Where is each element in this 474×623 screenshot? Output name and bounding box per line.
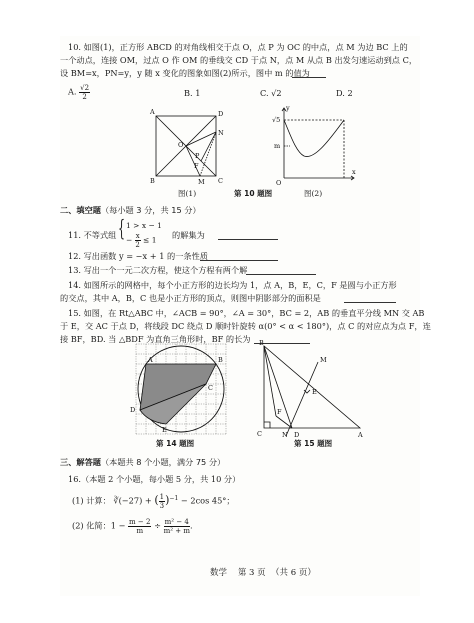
q15-text-line2: 于 E，交 AC 于点 D，将线段 DC 绕点 D 顺时针旋转 α(0° < α < 180°)，点 C 的对应点为点 F，连 <box>60 321 431 331</box>
fig14-label-a: A <box>148 356 153 364</box>
q15-caption: 第 15 题图 <box>294 439 333 448</box>
q14-answer-blank <box>344 294 396 303</box>
fig1-label-o: O <box>178 141 184 149</box>
q11-line2 <box>126 232 156 249</box>
fig2-label-m: m <box>274 142 281 150</box>
fig15-label-n: N <box>282 431 288 439</box>
fig15-label-c: C <box>257 430 262 438</box>
q16-p1-label: (1) 计算： <box>72 495 111 506</box>
q11-line2-minus: − <box>126 235 133 245</box>
q13-text: 13. 写出一个一元二次方程，使这个方程有两个解 <box>68 265 248 275</box>
fig2-label-y: y <box>286 104 290 112</box>
q16-p2-f2-den: m² + m <box>163 527 190 535</box>
fig2-label-origin: O <box>276 179 282 187</box>
q16-p1-num: 1 <box>159 493 165 502</box>
q10-figure-caption: 第 10 题图 <box>234 189 273 198</box>
section-2-note: （每小题 3 分，共 15 分） <box>100 205 201 215</box>
q16-p2-fraction2 <box>164 518 190 535</box>
q10-option-b: B. 1 <box>184 88 201 98</box>
q12-answer-blank <box>200 252 278 261</box>
footer-total-pages: （共 6 页） <box>271 568 316 578</box>
q16-p2-f1-num: m − 2 <box>129 518 151 526</box>
fig1-label-m: M <box>198 178 205 186</box>
fig1-label-d: D <box>218 110 224 118</box>
y-curve <box>284 120 344 157</box>
q16-p2-end: . <box>189 520 193 531</box>
page-footer <box>210 568 316 579</box>
q11-line2-num: x <box>135 232 140 240</box>
q16-p2-divide: ÷ <box>154 520 161 531</box>
q10-option-c: C. √2 <box>260 88 282 98</box>
q11-prefix: 11. 不等式组 <box>68 230 117 240</box>
fig1-label-b: B <box>150 177 155 185</box>
fig1-label-c: C <box>218 177 223 185</box>
q16-p1-root: ∛(−27) <box>113 495 143 506</box>
segment-om <box>186 146 200 176</box>
q15-text-line3: 接 BF，BD. 当 △BDF 为直角三角形时，BF 的长为 <box>60 334 251 344</box>
q14-figure <box>126 342 236 436</box>
q10-option-a-fraction <box>79 84 90 101</box>
q10-figure-1 <box>150 110 230 190</box>
q11-suffix: 的解集为 <box>172 230 205 240</box>
fig1-label-p: P <box>195 152 200 160</box>
q10-answer-blank <box>292 69 326 78</box>
q16-p1-rest: − 2cos 45°； <box>180 495 235 506</box>
fig15-label-m: M <box>320 356 327 364</box>
fig15-label-b: B <box>259 339 264 347</box>
q16-part2 <box>72 518 193 535</box>
segment-pn <box>201 132 216 161</box>
fig14-label-b: B <box>218 356 223 364</box>
q15-figure <box>256 340 366 438</box>
fig2-label-sqrt5: √5 <box>272 116 281 124</box>
q13-answer-blank <box>246 266 316 275</box>
q16-p2-f2-num: m² − 4 <box>164 518 189 526</box>
q16-p1-den: 3 <box>159 502 165 511</box>
section-3-title: 三、解答题 <box>60 457 101 467</box>
fig15-label-a: A <box>358 431 363 439</box>
q16-p2-fraction1 <box>128 518 151 535</box>
q16-part1: (1) 计算： ∛(−27) + ( $\frac{1}{3}$ )$^{-1}$ − 2cos 45°； <box>72 493 235 511</box>
q11-line2-rest: ≤ 1 <box>143 235 157 245</box>
q10-option-a-label: A. <box>68 86 77 97</box>
q10-fig2-caption: 图(2) <box>304 189 323 198</box>
fig14-label-c: C <box>208 384 213 392</box>
q11-line2-den: 2 <box>135 241 140 249</box>
fig15-label-d: D <box>294 431 300 439</box>
q10-option-d: D. 2 <box>336 88 353 98</box>
fig1-label-f: F <box>194 162 199 170</box>
q12-text: 12. 写出函数 y = −x + 1 的一条性质 <box>68 251 208 261</box>
exam-page <box>60 36 431 596</box>
q10-text-line3: 设 BM=x，PN=y，y 随 x 变化的图象如图(2)所示，图中 m 的值为 <box>60 68 310 78</box>
q16-p2-label: (2) 化简：1 − <box>72 520 126 531</box>
q14-text-line1: 14. 如图所示的网格中，每个小正方形的边长均为 1，点 A，B，E，C，F 是圆与小正方形 <box>68 280 397 290</box>
q10-fig1-caption: 图(1) <box>178 189 197 198</box>
fig14-label-e: E <box>162 426 167 434</box>
footer-subject: 数学 <box>210 568 228 578</box>
q11-line2-fraction <box>135 232 141 249</box>
q11-answer-blank <box>218 231 278 240</box>
section-2-title: 二、填空题 <box>60 205 101 215</box>
segment-on <box>186 132 216 146</box>
right-angle-c <box>264 422 270 428</box>
fig15-label-e: E <box>312 388 317 396</box>
q16-intro: 16.（本题 2 个小题，每小题 5 分，共 10 分） <box>68 474 241 484</box>
q10-figure-2 <box>270 106 360 188</box>
section-2-heading <box>60 205 201 216</box>
fig1-label-a: A <box>150 108 155 116</box>
fig2-label-x: x <box>352 168 356 176</box>
q14-text-line2: 的交点，其中 A，B，C 也是小正方形的顶点，则图中阴影部分的面积是 <box>60 293 321 303</box>
section-3-note: （本题共 8 个小题，满分 75 分） <box>100 457 226 467</box>
q16-p1-plus: + <box>144 495 152 506</box>
section-3-heading <box>60 457 225 468</box>
q11-brace: { <box>118 217 125 242</box>
q10-text-line1: 10. 如图(1)，正方形 ABCD 的对角线相交于点 O，点 P 为 OC 的中点，点 M 为边 BC 上的 <box>68 42 408 52</box>
q10-option-a-num: √2 <box>80 84 90 92</box>
fig14-label-d: D <box>130 406 136 414</box>
q11-line1: 1 > x − 1 <box>126 221 162 230</box>
q16-p1-exponent: −1 <box>169 495 179 502</box>
q10-option-a-den: 2 <box>82 93 87 101</box>
fig15-label-f: F <box>277 408 282 416</box>
q10-text-line2: 一个动点，连接 OM，过点 O 作 OM 的垂线交 CD 于点 N，点 M 从点 B 出发匀速运动到点 C， <box>60 55 418 65</box>
fig1-label-n: N <box>218 129 224 137</box>
segment-bf <box>264 346 276 416</box>
q15-text-line1: 15. 如图，在 Rt△ABC 中，∠ACB = 90°，∠A = 30°，BC = 2，AB 的垂直平分线 MN 交 AB <box>68 308 425 318</box>
q14-caption: 第 14 题图 <box>156 439 195 448</box>
q16-p2-f1-den: m <box>136 527 144 535</box>
q10-option-a <box>68 84 90 101</box>
footer-page-number: 第 3 页 <box>237 568 266 578</box>
